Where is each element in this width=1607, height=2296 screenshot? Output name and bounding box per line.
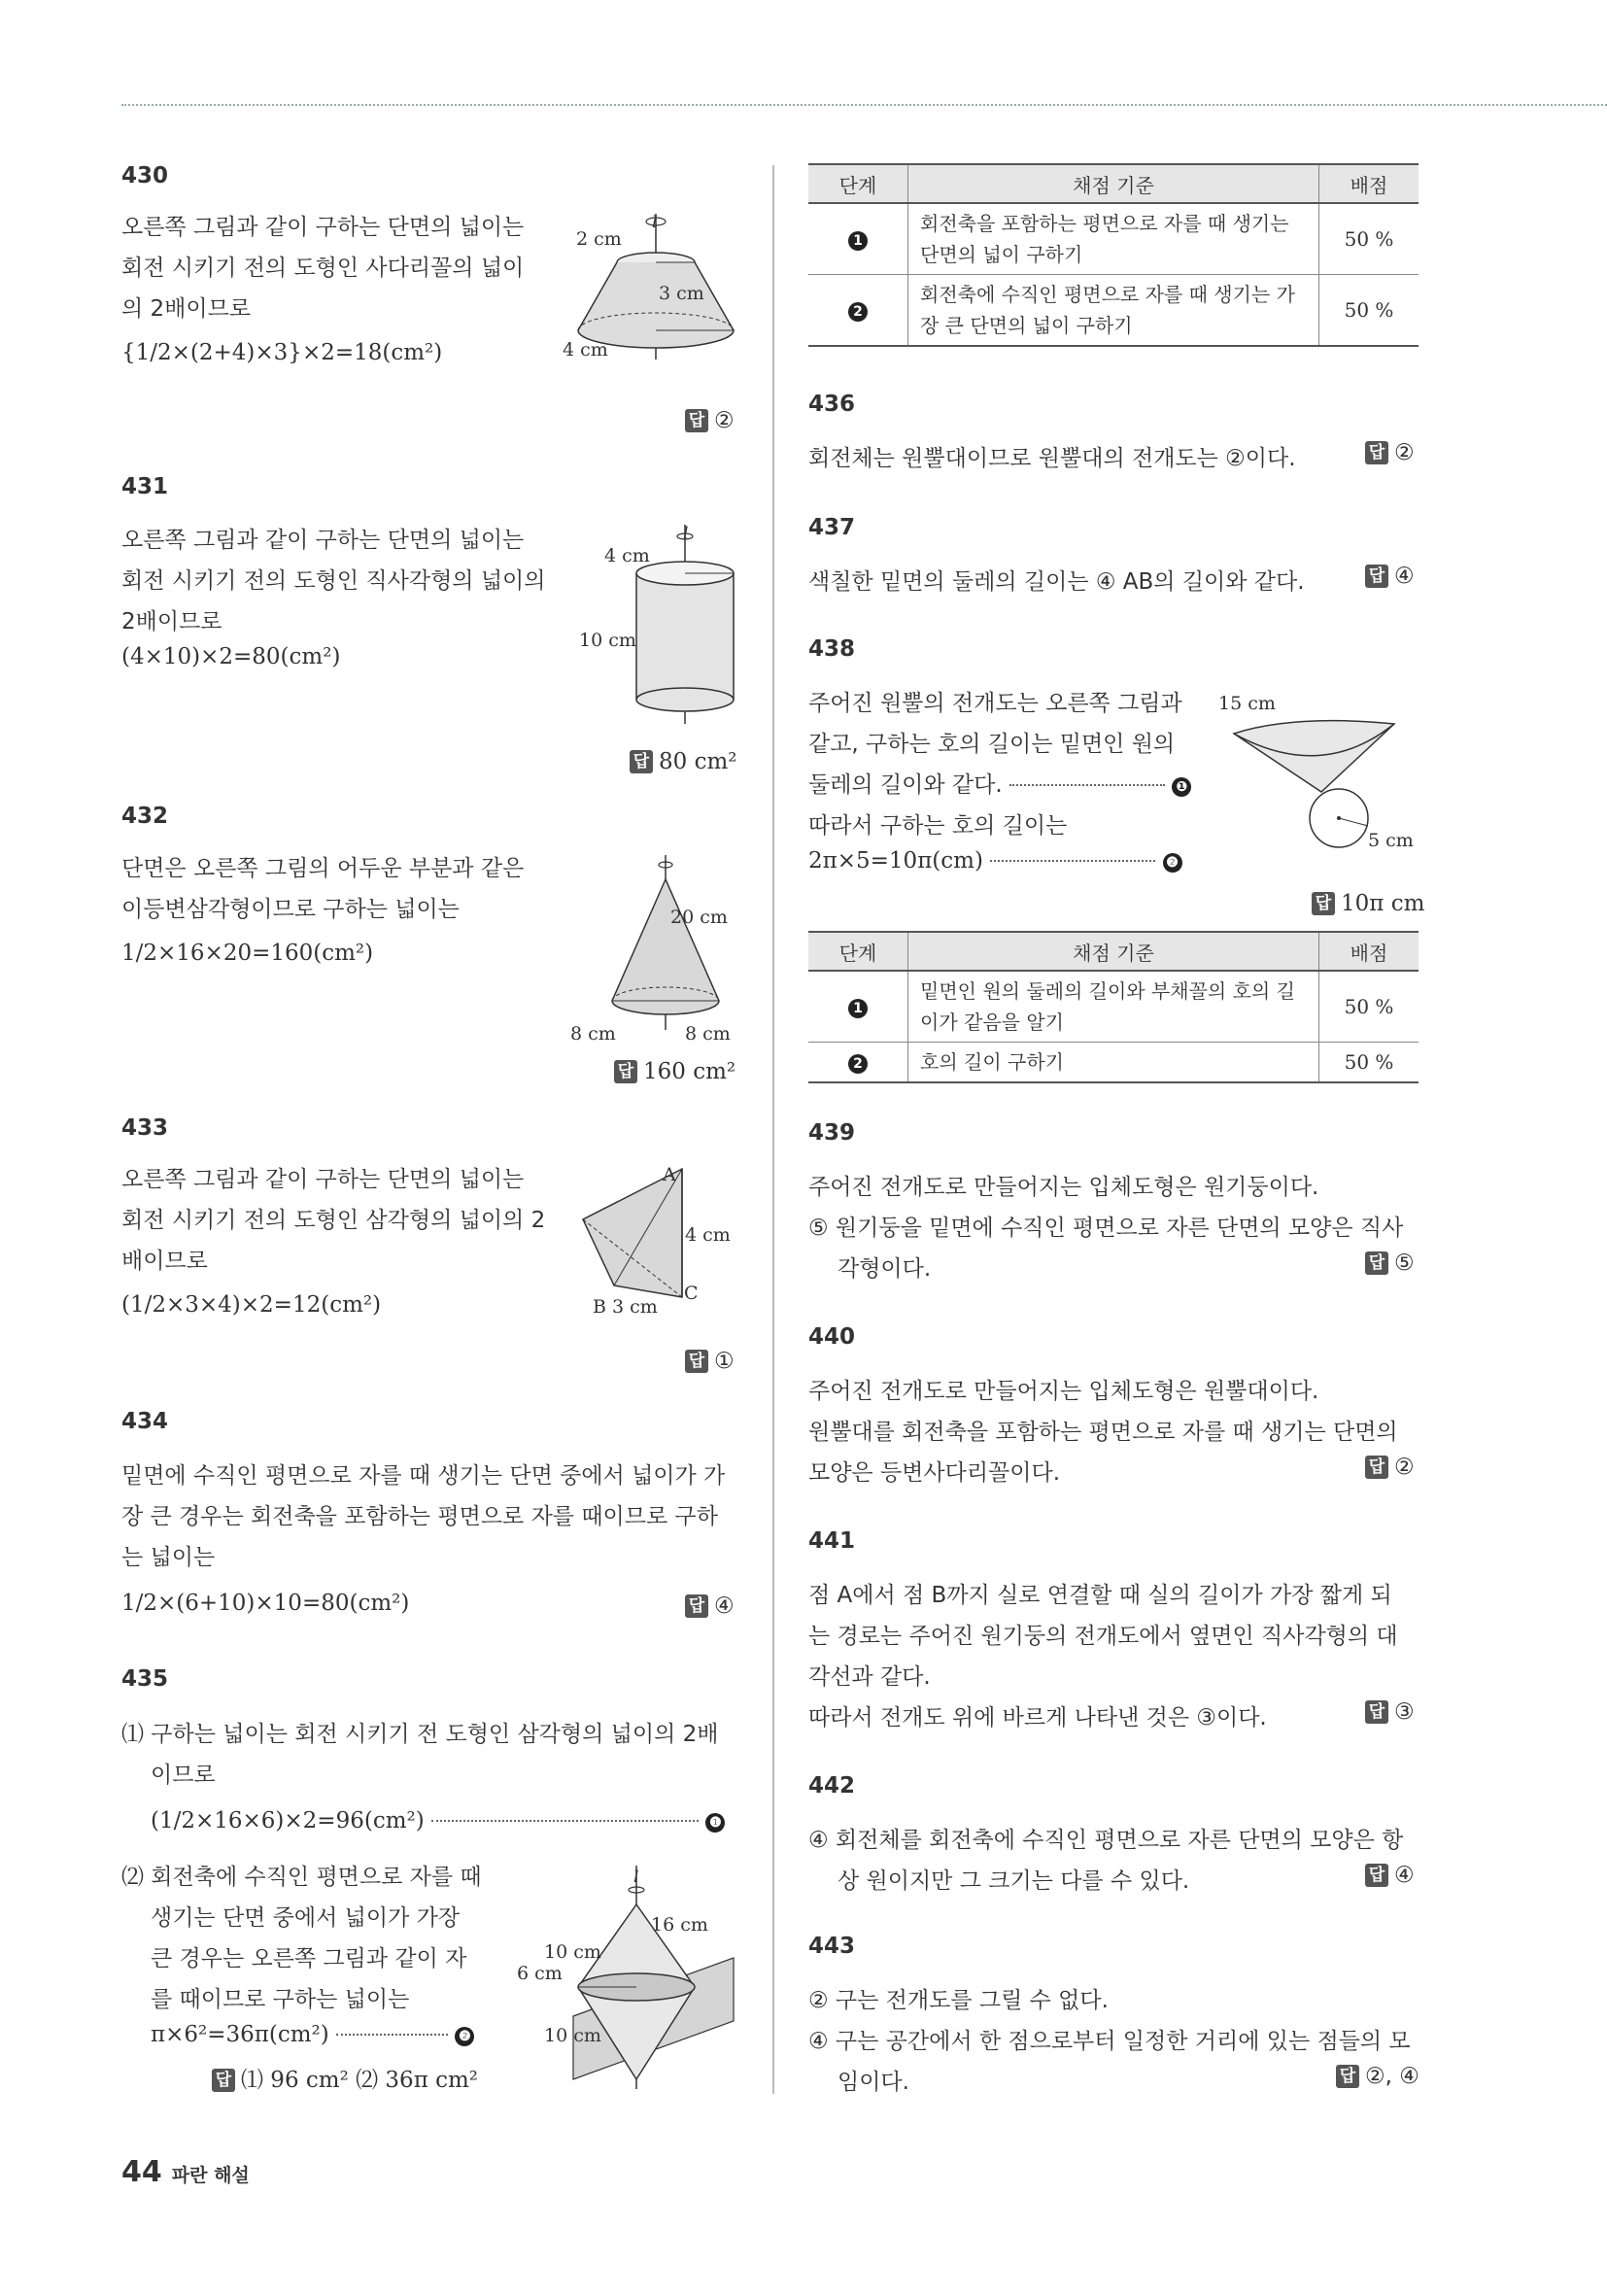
solution-formula: 2π×5=10π(cm) ❷ (808, 848, 1182, 874)
label-radius: 4 cm (604, 545, 650, 566)
answer: 답 ② (685, 408, 735, 433)
answer-badge: 답 (1336, 2065, 1359, 2088)
solution-line: 2배이므로 (121, 609, 222, 634)
solution-line: 회전체는 원뿔대이므로 원뿔대의 전개도는 ②이다. (808, 446, 1296, 471)
label-c: 6 cm (517, 1963, 563, 1984)
problem-number: 434 (121, 1409, 169, 1434)
solution-line: 같고, 구하는 호의 길이는 밑면인 원의 (808, 732, 1176, 757)
answer: 답 10π cm (1312, 891, 1424, 916)
solution-line: 회전 시키기 전의 도형인 직사각형의 넓이의 (121, 568, 546, 594)
grading-table-435 (808, 163, 1419, 347)
answer-badge: 답 (212, 2069, 235, 2092)
answer-badge: 답 (1312, 892, 1335, 915)
answer: 답 ⑴ 96 cm² ⑵ 36π cm² (212, 2062, 478, 2094)
solution-formula: (4×10)×2=80(cm²) (121, 644, 341, 669)
answer: 답 ② (1365, 1455, 1415, 1480)
step-mark: 2 (848, 302, 868, 322)
answer-badge: 답 (685, 1350, 708, 1373)
label-height: 4 cm (685, 1224, 731, 1246)
solution-line: 회전 시키기 전의 도형인 삼각형의 넓이의 2 (121, 1208, 546, 1233)
solution-formula: (1/2×3×4)×2=12(cm²) (121, 1292, 382, 1318)
solution-line: 각선과 같다. (808, 1664, 931, 1690)
solution-line: 회전 시키기 전의 도형인 사다리꼴의 넓이 (121, 256, 525, 281)
solution-line: 각형이다. (838, 1256, 932, 1282)
answer-badge: 답 (1365, 1864, 1388, 1887)
step-mark: ❶ (705, 1813, 725, 1833)
rotated-triangle-figure (573, 1161, 748, 1317)
cone-figure (568, 855, 743, 1049)
cylinder-figure (573, 525, 748, 729)
answer: 답 ②, ④ (1336, 2064, 1419, 2089)
problem-number: 441 (808, 1528, 856, 1554)
header-criteria: 채점 기준 (908, 932, 1319, 971)
page-footer (121, 2155, 250, 2189)
label-height: 10 cm (579, 630, 636, 651)
problem-number: 437 (808, 515, 856, 540)
solution-line: 임이다. (838, 2070, 909, 2095)
answer: 답 ① (685, 1349, 735, 1374)
step-mark: ❶ (1172, 777, 1191, 797)
step-mark: ❷ (1163, 853, 1182, 873)
table-row: 2 회전축에 수직인 평면으로 자를 때 생기는 가 장 큰 단면의 넓이 구하기 50 % (808, 275, 1419, 347)
solution-line: ④ 회전체를 회전축에 수직인 평면으로 자른 단면의 모양은 항 (808, 1828, 1404, 1853)
answer: 답 ④ (1365, 564, 1415, 589)
solution-line: 배이므로 (121, 1249, 208, 1274)
column-divider (772, 165, 774, 2094)
solution-line: 주어진 전개도로 만들어지는 입체도형은 원뿔대이다. (808, 1379, 1319, 1404)
label-b: 16 cm (651, 1914, 708, 1936)
axis-label: l (652, 214, 658, 232)
solution-line: 점 A에서 점 B까지 실로 연결할 때 실의 길이가 가장 짧게 되 (808, 1583, 1392, 1608)
header-step: 단계 (808, 932, 908, 971)
problem-number: 439 (808, 1120, 856, 1146)
solution-formula: (1/2×16×6)×2=96(cm²) ❶ (151, 1808, 725, 1833)
header-points: 배점 (1319, 932, 1419, 971)
label-height: 3 cm (659, 283, 704, 304)
step-mark: 1 (848, 231, 868, 251)
footer-title: 파란 해설 (171, 2165, 250, 2186)
label-bottom: 4 cm (563, 339, 608, 360)
solution-line: 따라서 구하는 호의 길이는 (808, 813, 1068, 839)
solution-line: 오른쪽 그림과 같이 구하는 단면의 넓이는 (121, 215, 525, 240)
label-d: 10 cm (544, 2025, 601, 2046)
header-criteria: 채점 기준 (908, 164, 1319, 203)
answer-badge: 답 (685, 409, 708, 432)
solution-line: 원뿔대를 회전축을 포함하는 평면으로 자를 때 생기는 단면의 (808, 1420, 1398, 1445)
step-mark: ❷ (455, 2027, 474, 2046)
answer: 답 80 cm² (630, 749, 737, 774)
problem-number: 438 (808, 636, 856, 662)
answer: 답 160 cm² (614, 1059, 735, 1084)
problem-number: 436 (808, 392, 856, 417)
solution-formula: {1/2×(2+4)×3}×2=18(cm²) (121, 340, 443, 365)
solution-line: 는 넓이는 (121, 1545, 216, 1570)
solution-line: 의 2배이므로 (121, 296, 252, 322)
header-points: 배점 (1319, 164, 1419, 203)
solution-line: 주어진 원뿔의 전개도는 오른쪽 그림과 (808, 691, 1182, 716)
answer-badge: 답 (1365, 1700, 1388, 1724)
answer-badge: 답 (630, 750, 653, 773)
solution-line: 생기는 단면 중에서 넓이가 가장 (151, 1905, 461, 1931)
solution-line: 상 원이지만 그 크기는 다를 수 있다. (838, 1868, 1190, 1894)
solution-formula: 1/2×16×20=160(cm²) (121, 941, 374, 966)
answer: 답 ③ (1365, 1699, 1415, 1725)
solution-line: 오른쪽 그림과 같이 구하는 단면의 넓이는 (121, 528, 525, 553)
solution-line: 이등변삼각형이므로 구하는 넓이는 (121, 897, 460, 922)
label-right: 8 cm (685, 1023, 731, 1045)
answer: 답 ② (1365, 440, 1415, 465)
double-cone-figure (515, 1861, 748, 2094)
point-B: B (593, 1296, 606, 1317)
solution-line: 큰 경우는 오른쪽 그림과 같이 자 (151, 1946, 467, 1971)
solution-line: 단면은 오른쪽 그림의 어두운 부분과 같은 (121, 856, 525, 881)
solution-line: 장 큰 경우는 회전축을 포함하는 평면으로 자를 때이므로 구하 (121, 1504, 718, 1529)
solution-line: 둘레의 길이와 같다. ❶ (808, 767, 1191, 799)
answer-badge: 답 (614, 1060, 637, 1083)
answer: 답 ④ (685, 1593, 735, 1619)
top-dotted-rule (121, 104, 1607, 106)
solution-line: 를 때이므로 구하는 넓이는 (151, 1987, 410, 2012)
answer-badge: 답 (1365, 565, 1388, 588)
solution-line: ⑤ 원기둥을 밑면에 수직인 평면으로 자른 단면의 모양은 직사 (808, 1216, 1404, 1241)
label-a: 10 cm (544, 1941, 601, 1963)
step-mark: 2 (848, 1054, 868, 1074)
problem-number: 431 (121, 474, 169, 499)
table-row: 2 호의 길이 구하기 50 % (808, 1043, 1419, 1083)
answer: 답 ④ (1365, 1863, 1415, 1888)
label-slant: 20 cm (670, 907, 728, 928)
cone-net-figure (1214, 685, 1423, 860)
answer-badge: 답 (1365, 1456, 1388, 1479)
axis-label: l (633, 1868, 639, 1887)
problem-number: 440 (808, 1324, 856, 1350)
problem-number: 432 (121, 804, 169, 829)
grading-table-438 (808, 931, 1419, 1083)
solution-line: 밑면에 수직인 평면으로 자를 때 생기는 단면 중에서 넓이가 가 (121, 1463, 726, 1489)
header-step: 단계 (808, 164, 908, 203)
problem-number: 430 (121, 163, 169, 188)
answer: 답 ⑤ (1365, 1251, 1415, 1276)
problem-number: 442 (808, 1773, 856, 1799)
solution-line: 색칠한 밑면의 둘레의 길이는 ④ AB의 길이와 같다. (808, 569, 1305, 595)
solution-line: ⑵ 회전축에 수직인 평면으로 자를 때 (121, 1865, 482, 1890)
solution-line: 주어진 전개도로 만들어지는 입체도형은 원기둥이다. (808, 1175, 1319, 1200)
answer-badge: 답 (685, 1594, 708, 1618)
label-top: 2 cm (576, 228, 622, 250)
solution-line: ⑴ 구하는 넓이는 회전 시키기 전 도형인 삼각형의 넓이의 2배 (121, 1722, 719, 1747)
solution-line: ② 구는 전개도를 그릴 수 없다. (808, 1988, 1109, 2013)
step-mark: 1 (848, 999, 868, 1018)
solution-line: 모양은 등변사다리꼴이다. (808, 1460, 1061, 1486)
solution-line: 이므로 (151, 1763, 216, 1788)
solution-line: 는 경로는 주어진 원기둥의 전개도에서 옆면인 직사각형의 대 (808, 1624, 1398, 1649)
solution-line: 따라서 전개도 위에 바르게 나타낸 것은 ③이다. (808, 1705, 1267, 1731)
label-left: 8 cm (570, 1023, 616, 1045)
answer-badge: 답 (1365, 1251, 1388, 1275)
table-row: 1 밑면인 원의 둘레의 길이와 부채꼴의 호의 길 이가 같음을 알기 50 % (808, 971, 1419, 1043)
problem-number: 433 (121, 1115, 169, 1141)
axis-label: l (683, 525, 689, 543)
point-C: C (684, 1283, 699, 1304)
point-A: A (663, 1164, 676, 1185)
solution-line: ④ 구는 공간에서 한 점으로부터 일정한 거리에 있는 점들의 모 (808, 2029, 1411, 2054)
problem-number: 443 (808, 1934, 856, 1959)
problem-number: 435 (121, 1666, 169, 1692)
frustum-figure (559, 214, 753, 369)
label-slant: 15 cm (1218, 693, 1276, 714)
solution-formula: π×6²=36π(cm²) ❷ (151, 2022, 474, 2047)
label-radius: 5 cm (1368, 830, 1414, 851)
label-base: 3 cm (612, 1296, 658, 1317)
answer-badge: 답 (1365, 441, 1388, 464)
solution-formula: 1/2×(6+10)×10=80(cm²) (121, 1591, 410, 1616)
solution-line: 오른쪽 그림과 같이 구하는 단면의 넓이는 (121, 1167, 525, 1192)
page-number: 44 (121, 2155, 162, 2189)
table-row: 1 회전축을 포함하는 평면으로 자를 때 생기는 단면의 넓이 구하기 50 % (808, 203, 1419, 275)
